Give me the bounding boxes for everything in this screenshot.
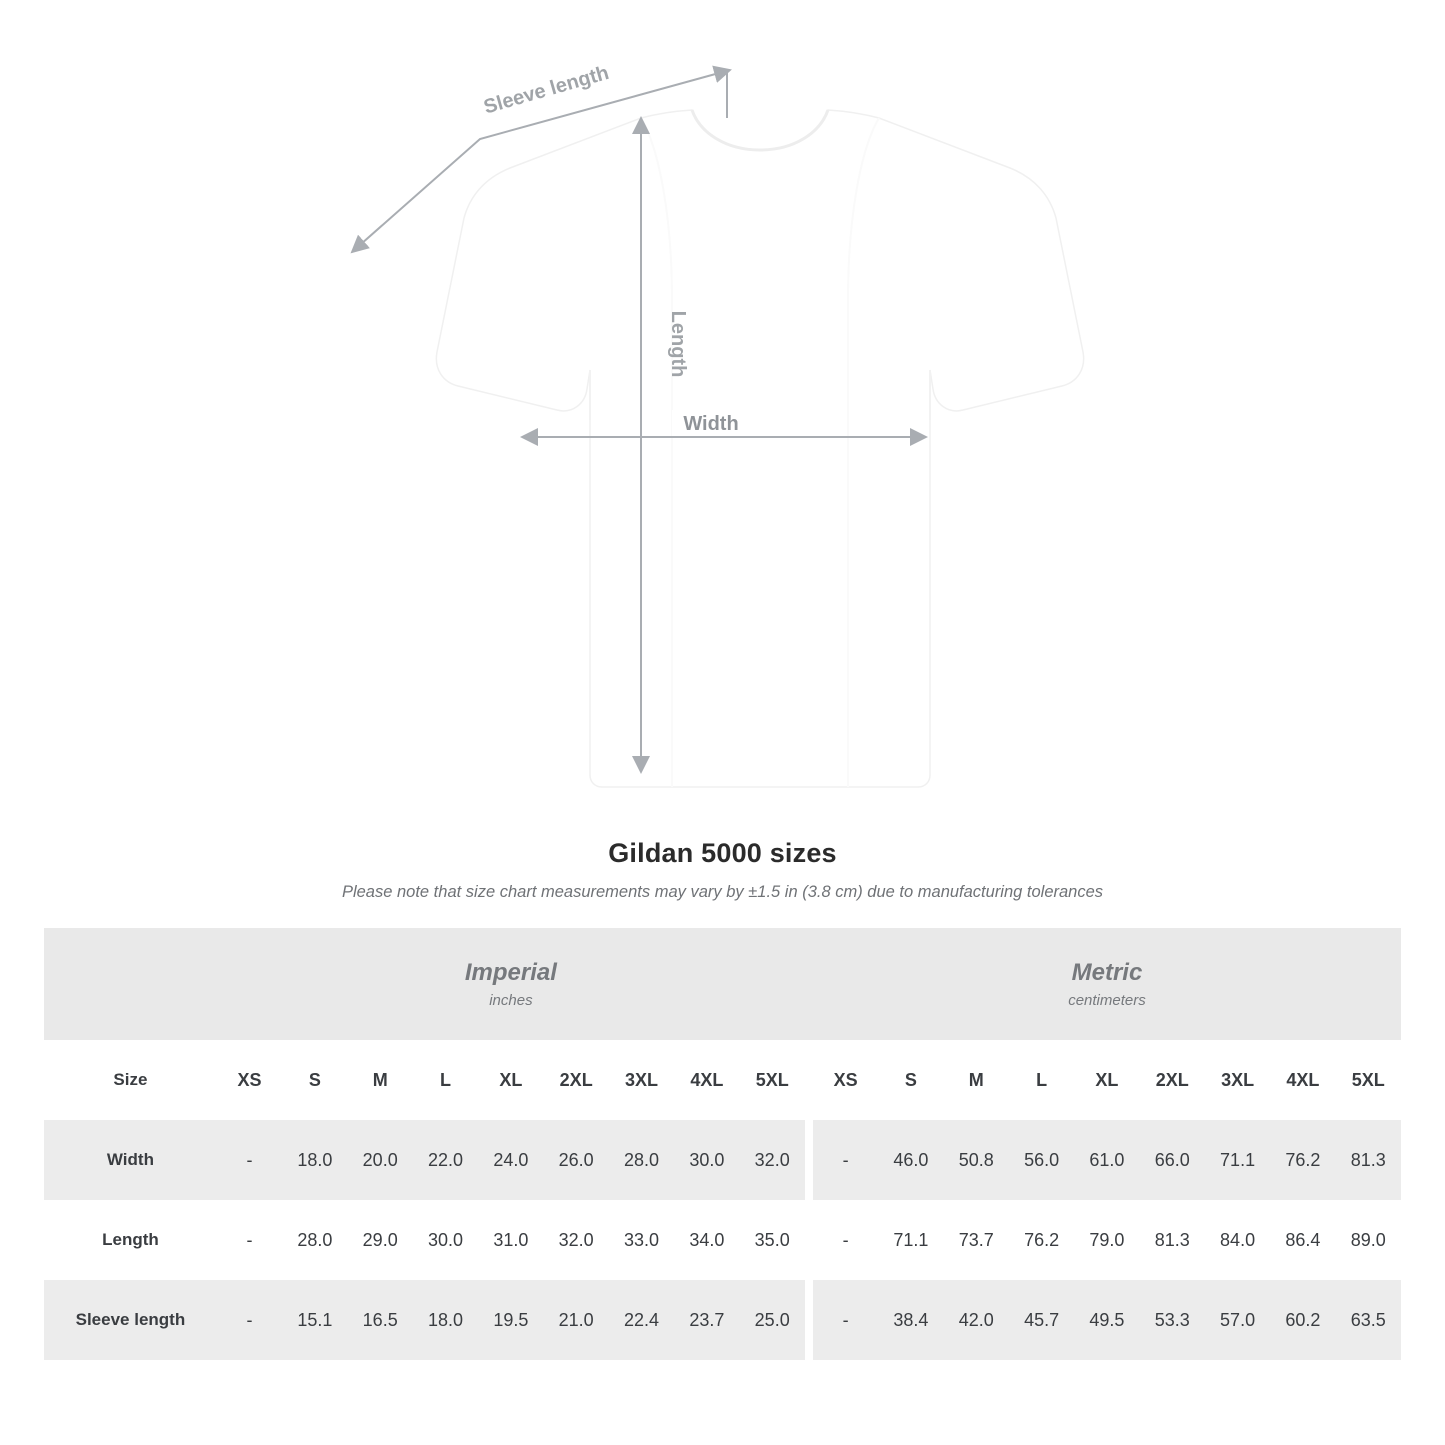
size-row-gap [805, 1040, 813, 1120]
cell-sleeve-imperial-2xl: 21.0 [544, 1280, 609, 1360]
size-col-imperial-xl: XL [478, 1040, 543, 1120]
cell-length-metric-4xl: 86.4 [1270, 1200, 1335, 1280]
size-header-label: Size [44, 1040, 217, 1120]
cell-sleeve-metric-l: 45.7 [1009, 1280, 1074, 1360]
cell-width-imperial-4xl: 30.0 [674, 1120, 739, 1200]
size-col-metric-3xl: 3XL [1205, 1040, 1270, 1120]
cell-width-imperial-2xl: 26.0 [544, 1120, 609, 1200]
row-label-sleeve-length: Sleeve length [44, 1280, 217, 1360]
size-col-imperial-s: S [282, 1040, 347, 1120]
cell-length-metric-2xl: 81.3 [1140, 1200, 1205, 1280]
chart-title: Gildan 5000 sizes [608, 838, 837, 868]
size-table [44, 928, 1401, 1360]
cell-width-metric-2xl: 66.0 [1140, 1120, 1205, 1200]
size-col-metric-xs: XS [813, 1040, 878, 1120]
cell-width-metric-xs: - [813, 1120, 878, 1200]
row-gap-width [805, 1120, 813, 1200]
cell-length-metric-m: 73.7 [944, 1200, 1009, 1280]
cell-width-metric-s: 46.0 [878, 1120, 943, 1200]
size-header-row [44, 1040, 1401, 1120]
size-col-imperial-l: L [413, 1040, 478, 1120]
cell-width-metric-5xl: 81.3 [1336, 1120, 1401, 1200]
cell-length-imperial-l: 30.0 [413, 1200, 478, 1280]
cell-length-imperial-m: 29.0 [348, 1200, 413, 1280]
cell-sleeve-imperial-m: 16.5 [348, 1280, 413, 1360]
unit-group-imperial [217, 928, 805, 1040]
cell-length-imperial-5xl: 35.0 [740, 1200, 805, 1280]
size-col-metric-l: L [1009, 1040, 1074, 1120]
row-gap-sleeve [805, 1280, 813, 1360]
row-label-width: Width [44, 1120, 217, 1200]
chart-note: Please note that size chart measurements may vary by ±1.5 in (3.8 cm) due to manufacturing tolerances [341, 883, 1104, 901]
cell-sleeve-imperial-xs: - [217, 1280, 282, 1360]
table-row-sleeve-length [44, 1280, 1401, 1360]
size-col-imperial-2xl: 2XL [544, 1040, 609, 1120]
size-col-imperial-3xl: 3XL [609, 1040, 674, 1120]
size-col-imperial-xs: XS [217, 1040, 282, 1120]
cell-width-imperial-s: 18.0 [282, 1120, 347, 1200]
cell-width-imperial-3xl: 28.0 [609, 1120, 674, 1200]
cell-sleeve-metric-5xl: 63.5 [1336, 1280, 1401, 1360]
cell-width-metric-3xl: 71.1 [1205, 1120, 1270, 1200]
tshirt-shape [436, 110, 1083, 787]
cell-sleeve-metric-2xl: 53.3 [1140, 1280, 1205, 1360]
cell-width-metric-l: 56.0 [1009, 1120, 1074, 1200]
table-row-width [44, 1120, 1401, 1200]
table-row-length [44, 1200, 1401, 1280]
cell-sleeve-metric-3xl: 57.0 [1205, 1280, 1270, 1360]
length-label: Length [667, 310, 689, 378]
cell-length-imperial-s: 28.0 [282, 1200, 347, 1280]
size-col-imperial-m: M [348, 1040, 413, 1120]
size-col-imperial-4xl: 4XL [674, 1040, 739, 1120]
cell-width-imperial-l: 22.0 [413, 1120, 478, 1200]
cell-sleeve-imperial-s: 15.1 [282, 1280, 347, 1360]
cell-sleeve-imperial-xl: 19.5 [478, 1280, 543, 1360]
cell-width-metric-4xl: 76.2 [1270, 1120, 1335, 1200]
row-label-length: Length [44, 1200, 217, 1280]
cell-length-imperial-xs: - [217, 1200, 282, 1280]
unit-header-row [44, 928, 1401, 1040]
row-gap-length [805, 1200, 813, 1280]
unit-group-metric-sub: centimeters [1068, 992, 1146, 1010]
cell-sleeve-metric-xs: - [813, 1280, 878, 1360]
width-label: Width [683, 413, 739, 435]
size-table-wrapper [44, 928, 1401, 1360]
size-col-metric-2xl: 2XL [1140, 1040, 1205, 1120]
size-col-metric-m: M [944, 1040, 1009, 1120]
size-col-metric-5xl: 5XL [1336, 1040, 1401, 1120]
cell-length-metric-3xl: 84.0 [1205, 1200, 1270, 1280]
unit-band-gap [805, 928, 813, 1040]
unit-header-spacer [44, 928, 217, 1040]
title-block [0, 838, 1445, 902]
cell-length-imperial-3xl: 33.0 [609, 1200, 674, 1280]
size-col-imperial-5xl: 5XL [740, 1040, 805, 1120]
cell-sleeve-imperial-l: 18.0 [413, 1280, 478, 1360]
cell-width-imperial-m: 20.0 [348, 1120, 413, 1200]
cell-length-imperial-xl: 31.0 [478, 1200, 543, 1280]
cell-width-imperial-xl: 24.0 [478, 1120, 543, 1200]
cell-length-metric-l: 76.2 [1009, 1200, 1074, 1280]
sleeve-length-label: Sleeve length [481, 61, 612, 119]
cell-width-metric-xl: 61.0 [1074, 1120, 1139, 1200]
cell-sleeve-imperial-5xl: 25.0 [740, 1280, 805, 1360]
cell-sleeve-imperial-3xl: 22.4 [609, 1280, 674, 1360]
size-col-metric-s: S [878, 1040, 943, 1120]
cell-sleeve-metric-s: 38.4 [878, 1280, 943, 1360]
cell-length-metric-s: 71.1 [878, 1200, 943, 1280]
cell-length-metric-xs: - [813, 1200, 878, 1280]
cell-sleeve-metric-xl: 49.5 [1074, 1280, 1139, 1360]
cell-length-imperial-2xl: 32.0 [544, 1200, 609, 1280]
cell-width-imperial-xs: - [217, 1120, 282, 1200]
size-col-metric-xl: XL [1074, 1040, 1139, 1120]
cell-sleeve-imperial-4xl: 23.7 [674, 1280, 739, 1360]
cell-length-imperial-4xl: 34.0 [674, 1200, 739, 1280]
unit-group-metric [813, 928, 1401, 1040]
cell-width-imperial-5xl: 32.0 [740, 1120, 805, 1200]
cell-sleeve-metric-4xl: 60.2 [1270, 1280, 1335, 1360]
unit-group-imperial-sub: inches [489, 992, 533, 1010]
cell-width-metric-m: 50.8 [944, 1120, 1009, 1200]
unit-group-metric-name: Metric [1071, 958, 1143, 986]
size-col-metric-4xl: 4XL [1270, 1040, 1335, 1120]
unit-group-imperial-name: Imperial [464, 958, 557, 986]
cell-length-metric-xl: 79.0 [1074, 1200, 1139, 1280]
cell-sleeve-metric-m: 42.0 [944, 1280, 1009, 1360]
cell-length-metric-5xl: 89.0 [1336, 1200, 1401, 1280]
